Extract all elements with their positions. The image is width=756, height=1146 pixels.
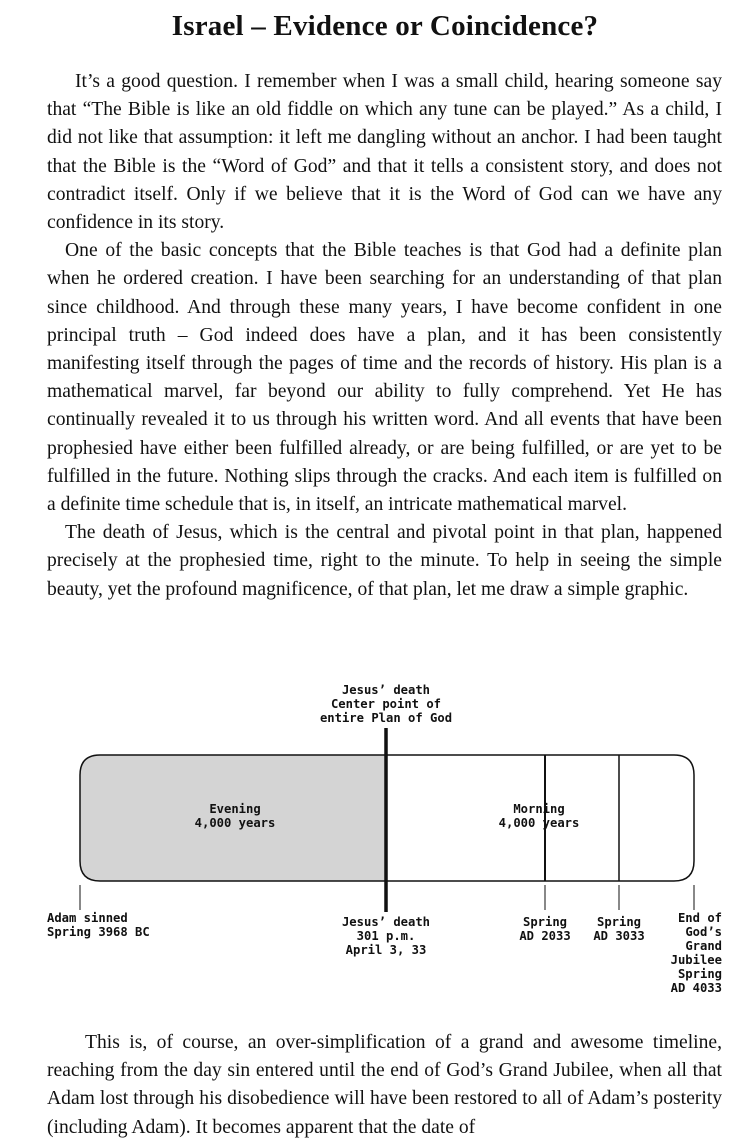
page-title: Israel – Evidence or Coincidence?: [171, 10, 599, 42]
end-of-jubilee-label: End of God’s Grand Jubilee Spring AD 4033: [670, 911, 722, 995]
body-text-bottom: [47, 1029, 722, 1142]
timeline-diagram: [0, 680, 756, 1000]
evening-label: Evening 4,000 years: [194, 802, 276, 830]
spring-2033-label: Spring AD 2033: [519, 915, 571, 943]
paragraph-1: It’s a good question. I remember when I was a small child, hearing someone say that “The Bible is like an old fiddle on which any tune can be played.” As a child, I did not like that assumption: it left me dangling without an anchor. I had been taught that the Bible is the “Word of God” and that it tells a consistent story, and does not contradict itself. Only if we believe that it is the Word of God can we have any confidence in its story.: [47, 71, 722, 234]
spring-3033-label: Spring AD 3033: [593, 915, 645, 943]
jesus-death-label: Jesus’ death 301 p.m. April 3, 33: [341, 915, 431, 957]
paragraph-3: The death of Jesus, which is the central and pivotal point in that plan, happened precisely at the prophesied time, right to the minute. To help in seeing the simple beauty, yet the profound magnificence, of that plan, let me draw a simple graphic.: [47, 522, 722, 600]
paragraph-2: One of the basic concepts that the Bible teaches is that God had a definite plan when he ordered creation. I have been searching for an understanding of that plan since childhood. And through these many years, I have become confident in one principal truth – God indeed does have a plan, and it has been consistently manifesting itself through the pages of time and the records of history. His plan is a mathematical marvel, far beyond our ability to fully comprehend. Yet He has continually revealed it to us through his written word. And all events that have been prophesied have either been fulfilled already, or are being fulfilled, or are yet to be fulfilled in the future. Nothing slips through the cracks. And each item is fulfilled on a definite time schedule that is, in itself, an intricate mathematical marvel.: [47, 240, 722, 516]
paragraph-4: This is, of course, an over-simplification of a grand and awesome timeline, reaching from the day sin entered until the end of God’s Grand Jubilee, when all that Adam lost through his disobedience will have been restored to all of Adam’s posterity (including Adam). It becomes apparent that the date of: [47, 1032, 722, 1138]
adam-sinned-label: Adam sinned Spring 3968 BC: [47, 911, 150, 939]
body-text-top: [47, 68, 722, 604]
morning-label: Morning 4,000 years: [498, 802, 580, 830]
center-point-label: Jesus’ death Center point of entire Plan of God: [319, 683, 453, 725]
